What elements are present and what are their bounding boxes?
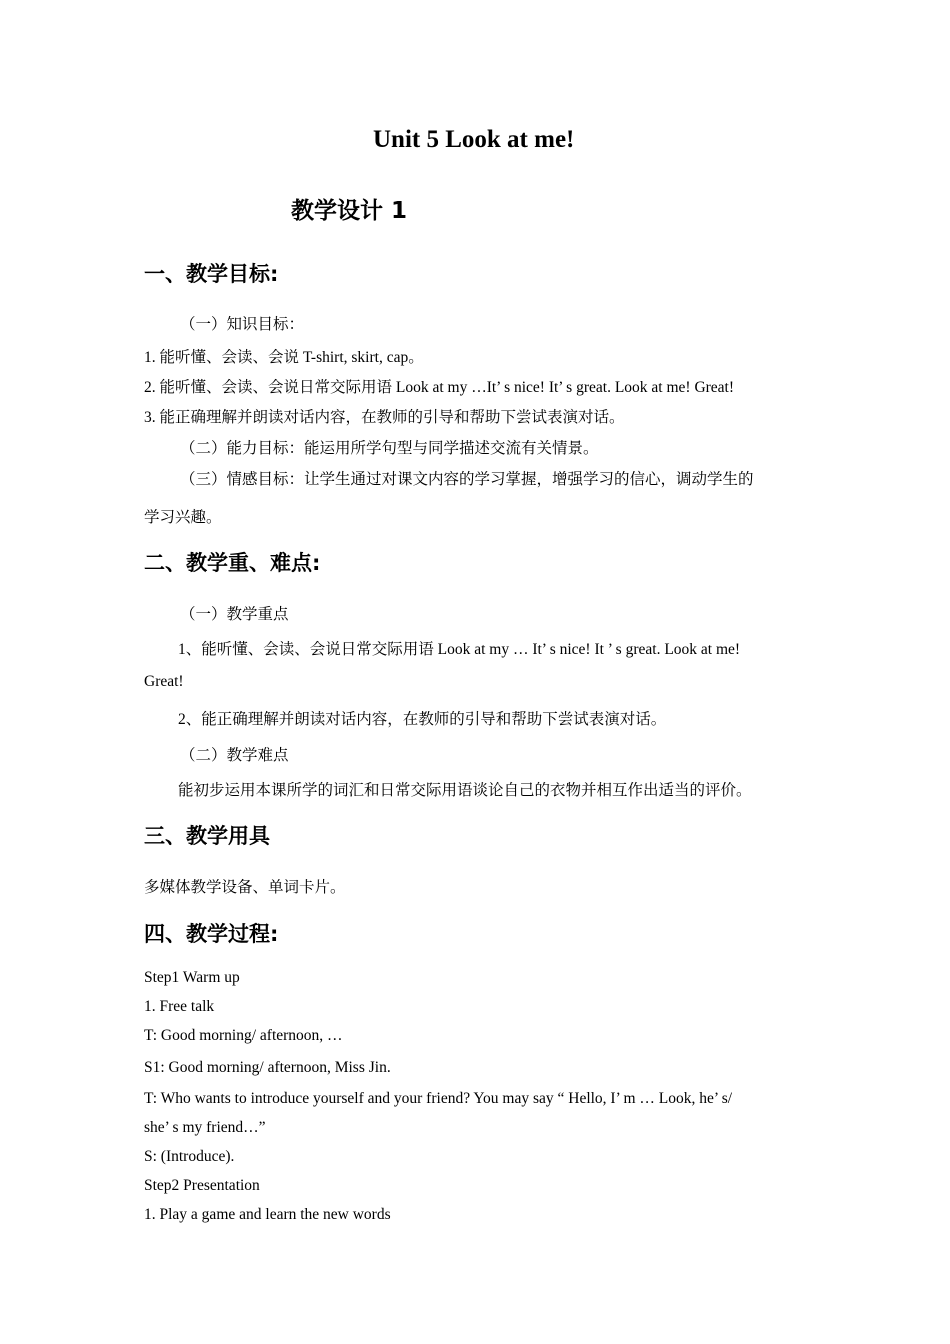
section-heading-key-points: 二、教学重、难点: <box>144 551 321 575</box>
tools-content: 多媒体教学设备、单词卡片。 <box>144 878 346 896</box>
process-line: T: Good morning/ afternoon, … <box>144 1027 343 1044</box>
knowledge-label: （一）知识目标： <box>180 316 305 333</box>
list-item: 1. 能听懂、会读、会说 T-shirt, skirt, cap。 <box>144 349 424 366</box>
process-line: T: Who wants to introduce yourself and your friend? You may say “ Hello, I’ m … Look, he’ s/ <box>144 1090 733 1107</box>
difficult-label: （二）教学难点 <box>180 747 289 764</box>
key-item-1: 1、能听懂、会读、会说日常交际用语 Look at my … It’ s nice! It ’ s great. Look at me! <box>178 641 741 658</box>
difficult-item: 能初步运用本课所学的词汇和日常交际用语谈论自己的衣物并相互作出适当的评价。 <box>178 782 752 799</box>
process-line: 1. Play a game and learn the new words <box>144 1206 391 1223</box>
section-heading-process: 四、教学过程: <box>144 922 279 946</box>
process-line: S: (Introduce). <box>144 1148 235 1165</box>
key-item-1-continued: Great! <box>144 673 184 690</box>
key-item-2: 2、能正确理解并朗读对话内容，在教师的引导和帮助下尝试表演对话。 <box>178 711 667 728</box>
process-line: she’ s my friend…” <box>144 1119 266 1136</box>
section-heading-tools: 三、教学用具 <box>144 824 270 848</box>
key-label: （一）教学重点 <box>180 606 289 623</box>
ability-objective: （二）能力目标：能运用所学句型与同学描述交流有关情景。 <box>180 440 599 457</box>
list-item: 2. 能听懂、会读、会说日常交际用语 Look at my …It’ s nice! It’ s great. Look at me! Great! <box>144 379 735 396</box>
list-item: 3. 能正确理解并朗读对话内容，在教师的引导和帮助下尝试表演对话。 <box>144 409 625 426</box>
process-line: 1. Free talk <box>144 998 215 1015</box>
process-line: S1: Good morning/ afternoon, Miss Jin. <box>144 1059 391 1076</box>
emotion-objective: （三）情感目标：让学生通过对课文内容的学习掌握，增强学习的信心，调动学生的 <box>180 471 754 488</box>
section-heading-objectives: 一、教学目标: <box>144 262 279 286</box>
document-subtitle: 教学设计 1 <box>291 198 408 224</box>
process-line: Step1 Warm up <box>144 969 240 986</box>
document-title: Unit 5 Look at me! <box>373 126 575 153</box>
emotion-objective-continued: 学习兴趣。 <box>144 509 222 526</box>
process-line: Step2 Presentation <box>144 1177 260 1194</box>
